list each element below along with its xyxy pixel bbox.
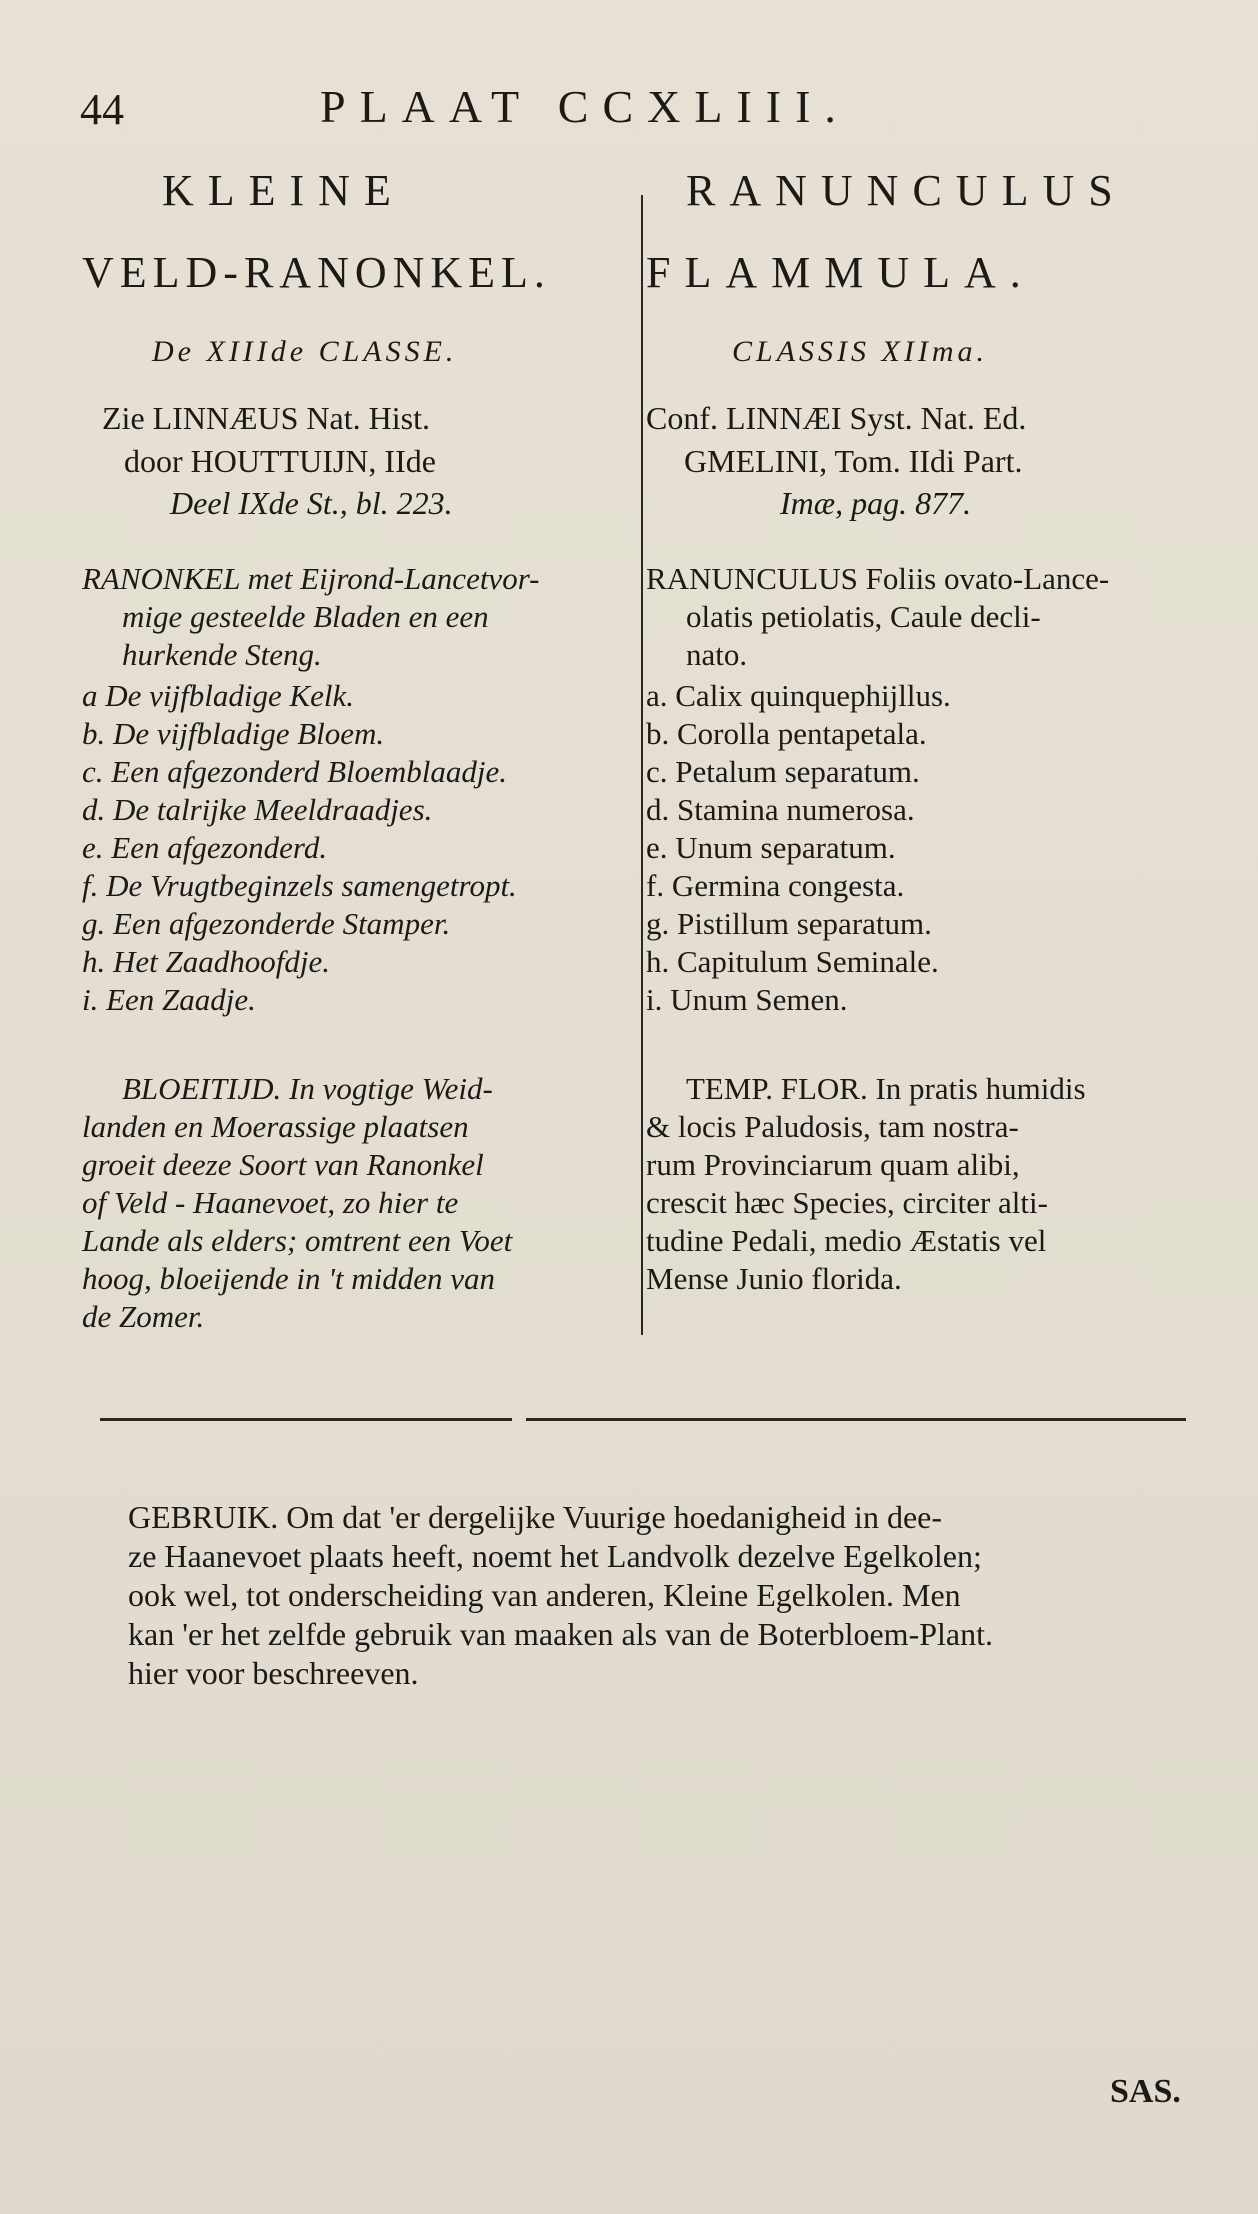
right-temp-line: tudine Pedali, medio Æstatis vel [646,1223,1047,1258]
left-part-item: c. Een afgezonderd Bloemblaadje. [82,754,507,789]
right-temp-line: Mense Junio florida. [646,1261,902,1296]
left-bloeitijd-line: groeit deeze Soort van Ranonkel [82,1147,484,1182]
left-classe: De XIIIde CLASSE. [152,335,458,368]
left-part-item: d. De talrijke Meeldraadjes. [82,792,433,827]
left-part-item: i. Een Zaadje. [82,982,256,1017]
right-desc-line: RANUNCULUS Foliis ovato-Lance- [646,561,1110,596]
right-part-item: i. Unum Semen. [646,982,848,1017]
left-bloeitijd-line: landen en Moerassige plaatsen [82,1109,469,1144]
right-temp-line: & locis Paludosis, tam nostra- [646,1109,1019,1144]
gebruik-paragraph [128,1498,1188,1693]
right-part-item: b. Corolla pentapetala. [646,716,927,751]
left-desc-line: mige gesteelde Bladen en een [122,599,489,634]
left-title-line1: KLEINE [162,166,405,215]
left-desc-line: hurkende Steng. [122,637,322,672]
right-temp-line: rum Provinciarum quam alibi, [646,1147,1020,1182]
right-part-item: h. Capitulum Seminale. [646,944,939,979]
plate-title: PLAAT CCXLIII. [320,81,850,132]
left-part-item: g. Een afgezonderde Stamper. [82,906,451,941]
right-part-item: f. Germina congesta. [646,868,905,903]
right-ref-line1: Conf. LINNÆI Syst. Nat. Ed. [646,400,1027,436]
left-ref-line2: door HOUTTUIJN, IIde [124,443,436,479]
right-title-line2: FLAMMULA. [646,248,1035,297]
left-part-item: b. De vijfbladige Bloem. [82,716,385,751]
right-desc-line: nato. [686,637,748,672]
column-divider [641,195,643,1335]
right-part-item: g. Pistillum separatum. [646,906,932,941]
left-title-line2: VELD-RANONKEL. [82,248,551,297]
page-number: 44 [80,85,124,134]
right-ref-line2: GMELINI, Tom. IIdi Part. [684,443,1023,479]
right-part-item: d. Stamina numerosa. [646,792,915,827]
right-classis: CLASSIS XIIma. [732,335,988,368]
right-part-item: e. Unum separatum. [646,830,896,865]
left-bloeitijd-line: Lande als elders; omtrent een Voet [82,1223,513,1258]
right-temp-line: TEMP. FLOR. In pratis humidis [686,1071,1086,1106]
right-title-line1: RANUNCULUS [686,166,1127,215]
left-part-item: a De vijfbladige Kelk. [82,678,355,713]
left-bloeitijd-line: de Zomer. [82,1299,205,1334]
right-part-item: c. Petalum separatum. [646,754,920,789]
gebruik-line: ze Haanevoet plaats heeft, noemt het Landvolk dezelve Egelkolen; [128,1538,982,1574]
right-desc-line: olatis petiolatis, Caule decli- [686,599,1041,634]
gebruik-line: GEBRUIK. Om dat 'er dergelijke Vuurige hoedanigheid in dee- [128,1499,942,1535]
left-part-item: e. Een afgezonderd. [82,830,328,865]
left-ref-line3: Deel IXde St., bl. 223. [170,485,453,521]
left-part-item: f. De Vrugtbeginzels samengetropt. [82,868,517,903]
left-bloeitijd-line: hoog, bloeijende in 't midden van [82,1261,495,1296]
right-ref-line3: Imæ, pag. 877. [780,485,972,521]
left-desc-line: RANONKEL met Eijrond-Lancetvor- [82,561,540,596]
right-temp-line: crescit hæc Species, circiter alti- [646,1185,1048,1220]
right-part-item: a. Calix quinquephijllus. [646,678,951,713]
left-bloeitijd-line: of Veld - Haanevoet, zo hier te [82,1185,459,1220]
left-ref-line1: Zie LINNÆUS Nat. Hist. [102,400,430,436]
gebruik-line: kan 'er het zelfde gebruik van maaken als van de Boterbloem-Plant. [128,1616,993,1652]
section-rule-left [100,1418,512,1421]
section-rule-right [526,1418,1186,1421]
left-bloeitijd-line: BLOEITIJD. In vogtige Weid- [122,1071,493,1106]
left-part-item: h. Het Zaadhoofdje. [82,944,330,979]
gebruik-line: hier voor beschreeven. [128,1655,419,1691]
signature-mark: SAS. [1110,2073,1181,2110]
gebruik-line: ook wel, tot onderscheiding van anderen, Kleine Egelkolen. Men [128,1577,961,1613]
